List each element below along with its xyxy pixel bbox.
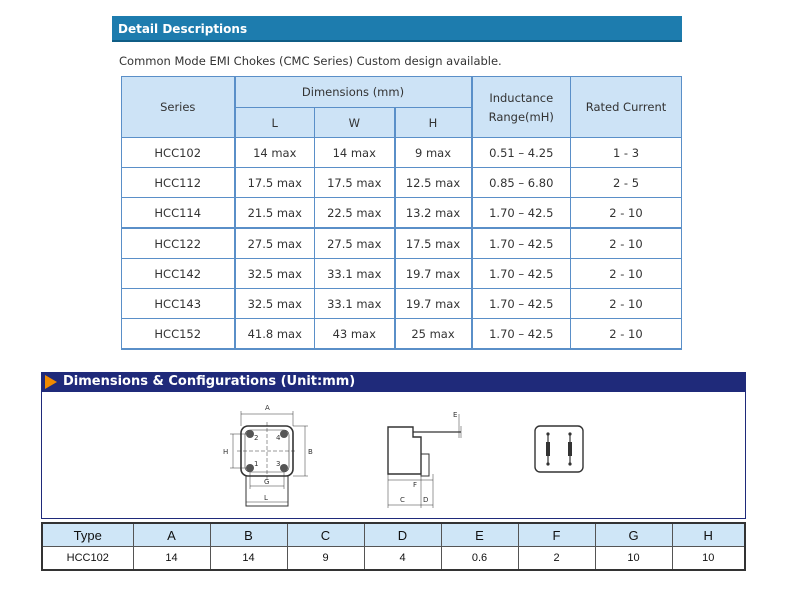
cell-series: HCC112 (122, 168, 235, 198)
dimensions-header (41, 372, 746, 392)
cell-W: 14 max (315, 138, 395, 168)
label-B: B (308, 448, 313, 456)
cfg-value-5: 0.6 (441, 547, 518, 571)
cell-rated-current: 2 - 10 (571, 228, 682, 259)
cell-H: 13.2 max (395, 198, 472, 229)
configuration-table (41, 522, 746, 571)
col-W-header: W (315, 108, 395, 138)
cell-W: 43 max (315, 319, 395, 350)
detail-subtitle: Common Mode EMI Chokes (CMC Series) Custom design available. (119, 54, 502, 68)
cell-W: 33.1 max (315, 259, 395, 289)
spec-row (122, 228, 682, 259)
cell-W: 22.5 max (315, 198, 395, 229)
label-E: E (453, 411, 458, 419)
cfg-header-4: D (364, 523, 441, 547)
top-view-drawing (230, 411, 308, 506)
cell-rated-current: 2 - 10 (571, 319, 682, 350)
cell-series: HCC102 (122, 138, 235, 168)
label-L: L (264, 494, 268, 502)
cfg-value-7: 10 (595, 547, 672, 571)
cell-inductance: 0.85 – 6.80 (472, 168, 571, 198)
cfg-header-1: A (133, 523, 210, 547)
label-D: D (423, 496, 429, 504)
cfg-value-6: 2 (518, 547, 595, 571)
cell-rated-current: 2 - 10 (571, 198, 682, 229)
cell-H: 25 max (395, 319, 472, 350)
schematic-drawing (535, 426, 583, 472)
cell-H: 9 max (395, 138, 472, 168)
cell-W: 27.5 max (315, 228, 395, 259)
inductance-header-line1: Inductance (489, 90, 554, 105)
cfg-header-3: C (287, 523, 364, 547)
col-dimensions-header: Dimensions (mm) (235, 77, 472, 108)
cell-L: 32.5 max (235, 259, 315, 289)
cell-W: 17.5 max (315, 168, 395, 198)
cfg-value-2: 14 (210, 547, 287, 571)
cell-inductance: 1.70 – 42.5 (472, 289, 571, 319)
cfg-header-2: B (210, 523, 287, 547)
spec-row (122, 168, 682, 198)
cell-H: 19.7 max (395, 259, 472, 289)
pin-label-1: 1 (254, 460, 259, 468)
label-G: G (264, 478, 270, 486)
spec-row (122, 289, 682, 319)
cell-H: 19.7 max (395, 289, 472, 319)
cell-H: 12.5 max (395, 168, 472, 198)
spec-row (122, 319, 682, 350)
cell-L: 17.5 max (235, 168, 315, 198)
pin-label-2: 2 (254, 434, 259, 442)
cell-L: 21.5 max (235, 198, 315, 229)
label-H: H (223, 448, 229, 456)
spec-row (122, 138, 682, 168)
cfg-value-8: 10 (672, 547, 745, 571)
cfg-header-6: F (518, 523, 595, 547)
cell-rated-current: 2 - 10 (571, 289, 682, 319)
cell-series: HCC142 (122, 259, 235, 289)
pin-label-4: 4 (276, 434, 281, 442)
cfg-value-3: 9 (287, 547, 364, 571)
cfg-header-5: E (441, 523, 518, 547)
cell-L: 14 max (235, 138, 315, 168)
cell-rated-current: 1 - 3 (571, 138, 682, 168)
cell-series: HCC122 (122, 228, 235, 259)
cell-series: HCC114 (122, 198, 235, 229)
label-C: C (400, 496, 405, 504)
cfg-header-7: G (595, 523, 672, 547)
spec-row (122, 198, 682, 229)
cell-H: 17.5 max (395, 228, 472, 259)
technical-drawing (41, 392, 746, 518)
orange-arrow-icon (45, 375, 57, 389)
cell-series: HCC143 (122, 289, 235, 319)
cell-W: 33.1 max (315, 289, 395, 319)
cfg-header-8: H (672, 523, 745, 547)
cell-L: 32.5 max (235, 289, 315, 319)
pin-label-3: 3 (276, 460, 281, 468)
col-L-header: L (235, 108, 315, 138)
cfg-value-0: HCC102 (42, 547, 133, 571)
cell-inductance: 0.51 – 4.25 (472, 138, 571, 168)
label-F: F (413, 481, 418, 489)
spec-table (121, 76, 682, 350)
cfg-value-1: 14 (133, 547, 210, 571)
cfg-value-4: 4 (364, 547, 441, 571)
cell-inductance: 1.70 – 42.5 (472, 259, 571, 289)
col-rated-current-header: Rated Current (571, 77, 682, 138)
cell-series: HCC152 (122, 319, 235, 350)
dimensions-header-text: Dimensions & Configurations (Unit:mm) (63, 374, 356, 389)
col-H-header: H (395, 108, 472, 138)
cell-inductance: 1.70 – 42.5 (472, 319, 571, 350)
cell-L: 41.8 max (235, 319, 315, 350)
label-A: A (265, 404, 270, 412)
spec-row (122, 259, 682, 289)
side-view-drawing (388, 414, 461, 508)
detail-descriptions-header: Detail Descriptions (112, 16, 682, 42)
cfg-header-0: Type (42, 523, 133, 547)
cell-inductance: 1.70 – 42.5 (472, 198, 571, 229)
cell-L: 27.5 max (235, 228, 315, 259)
col-inductance-header (472, 77, 571, 138)
inductance-header-line2: Range(mH) (488, 109, 554, 124)
cell-rated-current: 2 - 5 (571, 168, 682, 198)
cell-inductance: 1.70 – 42.5 (472, 228, 571, 259)
col-series-header: Series (122, 77, 235, 138)
cell-rated-current: 2 - 10 (571, 259, 682, 289)
